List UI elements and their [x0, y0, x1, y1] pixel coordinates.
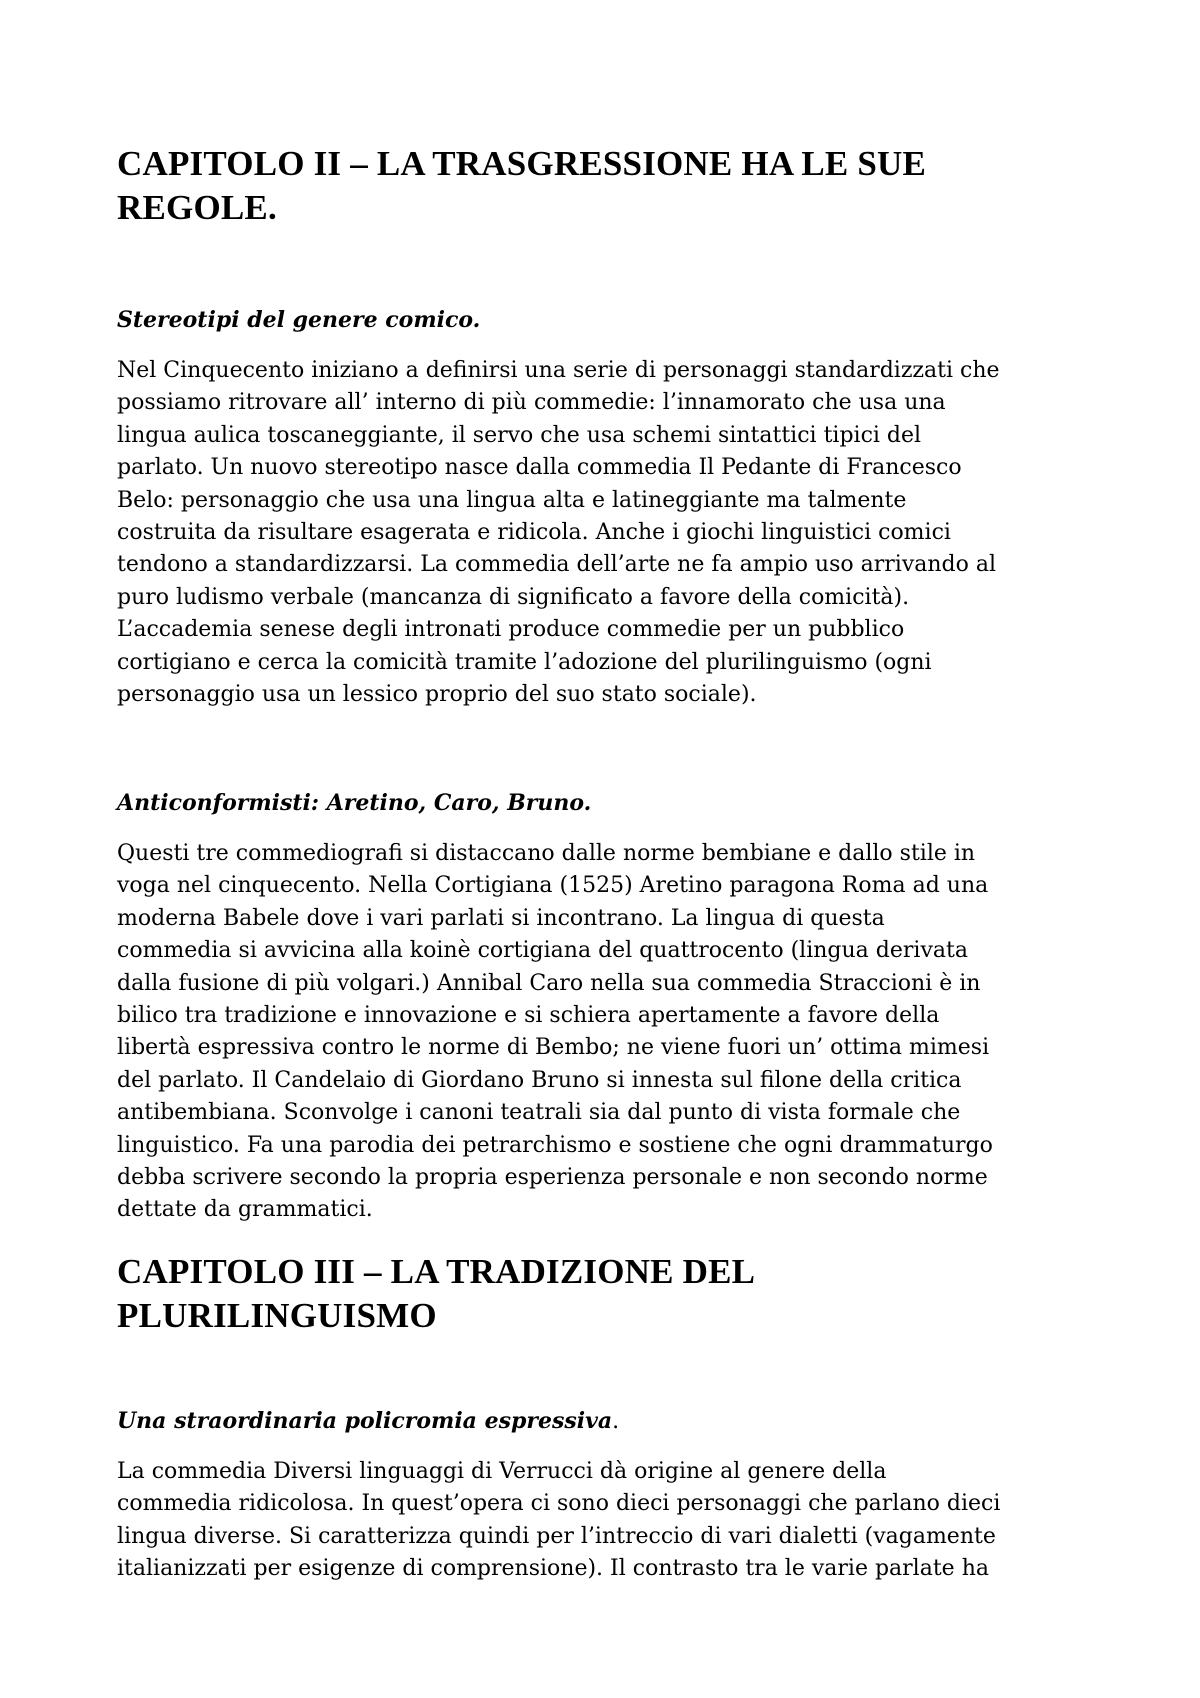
section-heading-policromia-text: Una straordinaria policromia espressiva: [117, 1408, 613, 1434]
section-heading-stereotipi: Stereotipi del genere comico.: [117, 307, 481, 333]
paragraph-line: commedia ridicolosa. In quest’opera ci sono dieci personaggi che parlano dieci: [117, 1491, 1001, 1517]
paragraph-line: lingua aulica toscaneggiante, il servo che usa schemi sintattici tipici del: [117, 422, 922, 448]
paragraph-line: Nel Cinquecento iniziano a definirsi una serie di personaggi standardizzati che: [117, 358, 1000, 383]
paragraph-line: costruita da risultare esagerata e ridicola. Anche i giochi linguistici comici: [117, 520, 951, 546]
section-heading-policromia-tail: .: [612, 1409, 620, 1434]
paragraph-line: possiamo ritrovare all’ interno di più commedie: l’innamorato che usa una: [117, 390, 946, 416]
paragraph-line: commedia si avvicina alla koinè cortigiana del quattrocento (lingua derivata: [117, 938, 968, 964]
paragraph-line: linguistico. Fa una parodia dei petrarchismo e sostiene che ogni drammaturgo: [117, 1132, 993, 1158]
paragraph-line: Questi tre commediografi si distaccano dalle norme bembiane e dallo stile in: [117, 841, 976, 866]
paragraph-line: debba scrivere secondo la propria esperienza personale e non secondo norme: [117, 1165, 988, 1191]
paragraph-line: italianizzati per esigenze di comprensione). Il contrasto tra le varie parlate ha: [117, 1556, 989, 1582]
paragraph-line: L’accademia senese degli intronati produce commedie per un pubblico: [117, 617, 905, 643]
paragraph-line: personaggio usa un lessico proprio del suo stato sociale).: [117, 682, 757, 708]
paragraph-line: puro ludismo verbale (mancanza di significato a favore della comicità).: [117, 584, 910, 610]
paragraph-line: del parlato. Il Candelaio di Giordano Bruno si innesta sul filone della critica: [117, 1067, 962, 1093]
paragraph-line: voga nel cinquecento. Nella Cortigiana (1525) Aretino paragona Roma ad una: [117, 873, 989, 899]
paragraph-line: La commedia Diversi linguaggi di Verrucci dà origine al genere della: [117, 1459, 887, 1484]
paragraph-line: antibembiana. Sconvolge i canoni teatrali sia dal punto di vista formale che: [117, 1100, 961, 1126]
chapter-3-title: [117, 1250, 1107, 1338]
paragraph-line: moderna Babele dove i vari parlati si incontrano. La lingua di questa: [117, 905, 885, 931]
paragraph-line: libertà espressiva contro le norme di Bembo; ne viene fuori un’ ottima mimesi: [117, 1035, 990, 1061]
paragraph-line: Belo: personaggio che usa una lingua alta e latineggiante ma talmente: [117, 487, 907, 513]
paragraph-line: dalla fusione di più volgari.) Annibal Caro nella sua commedia Straccioni è in: [117, 970, 981, 996]
chapter-2-title-line-2: REGOLE.: [117, 188, 277, 227]
paragraph-line: bilico tra tradizione e innovazione e si schiera apertamente a favore della: [117, 1003, 940, 1029]
paragraph-stereotipi: [117, 355, 1107, 711]
paragraph-line: lingua diverse. Si caratterizza quindi per l’intreccio di vari dialetti (vagamente: [117, 1523, 996, 1549]
chapter-2-title-line-1: CAPITOLO II – LA TRASGRESSIONE HA LE SUE: [117, 144, 927, 183]
section-heading-policromia: [117, 1405, 1107, 1438]
chapter-3-title-line-1: CAPITOLO III – LA TRADIZIONE DEL: [117, 1252, 756, 1291]
paragraph-line: tendono a standardizzarsi. La commedia dell’arte ne fa ampio uso arrivando al: [117, 552, 997, 578]
paragraph-policromia: [117, 1456, 1107, 1586]
paragraph-line: parlato. Un nuovo stereotipo nasce dalla commedia Il Pedante di Francesco: [117, 455, 962, 481]
paragraph-anticonformisti: [117, 838, 1107, 1227]
paragraph-line: cortigiano e cerca la comicità tramite l’adozione del plurilinguismo (ogni: [117, 649, 932, 675]
chapter-2-title: [117, 142, 1107, 230]
paragraph-line: dettate da grammatici.: [117, 1197, 373, 1223]
chapter-3-title-line-2: PLURILINGUISMO: [117, 1296, 437, 1335]
section-heading-anticonformisti: Anticonformisti: Aretino, Caro, Bruno.: [117, 790, 592, 816]
